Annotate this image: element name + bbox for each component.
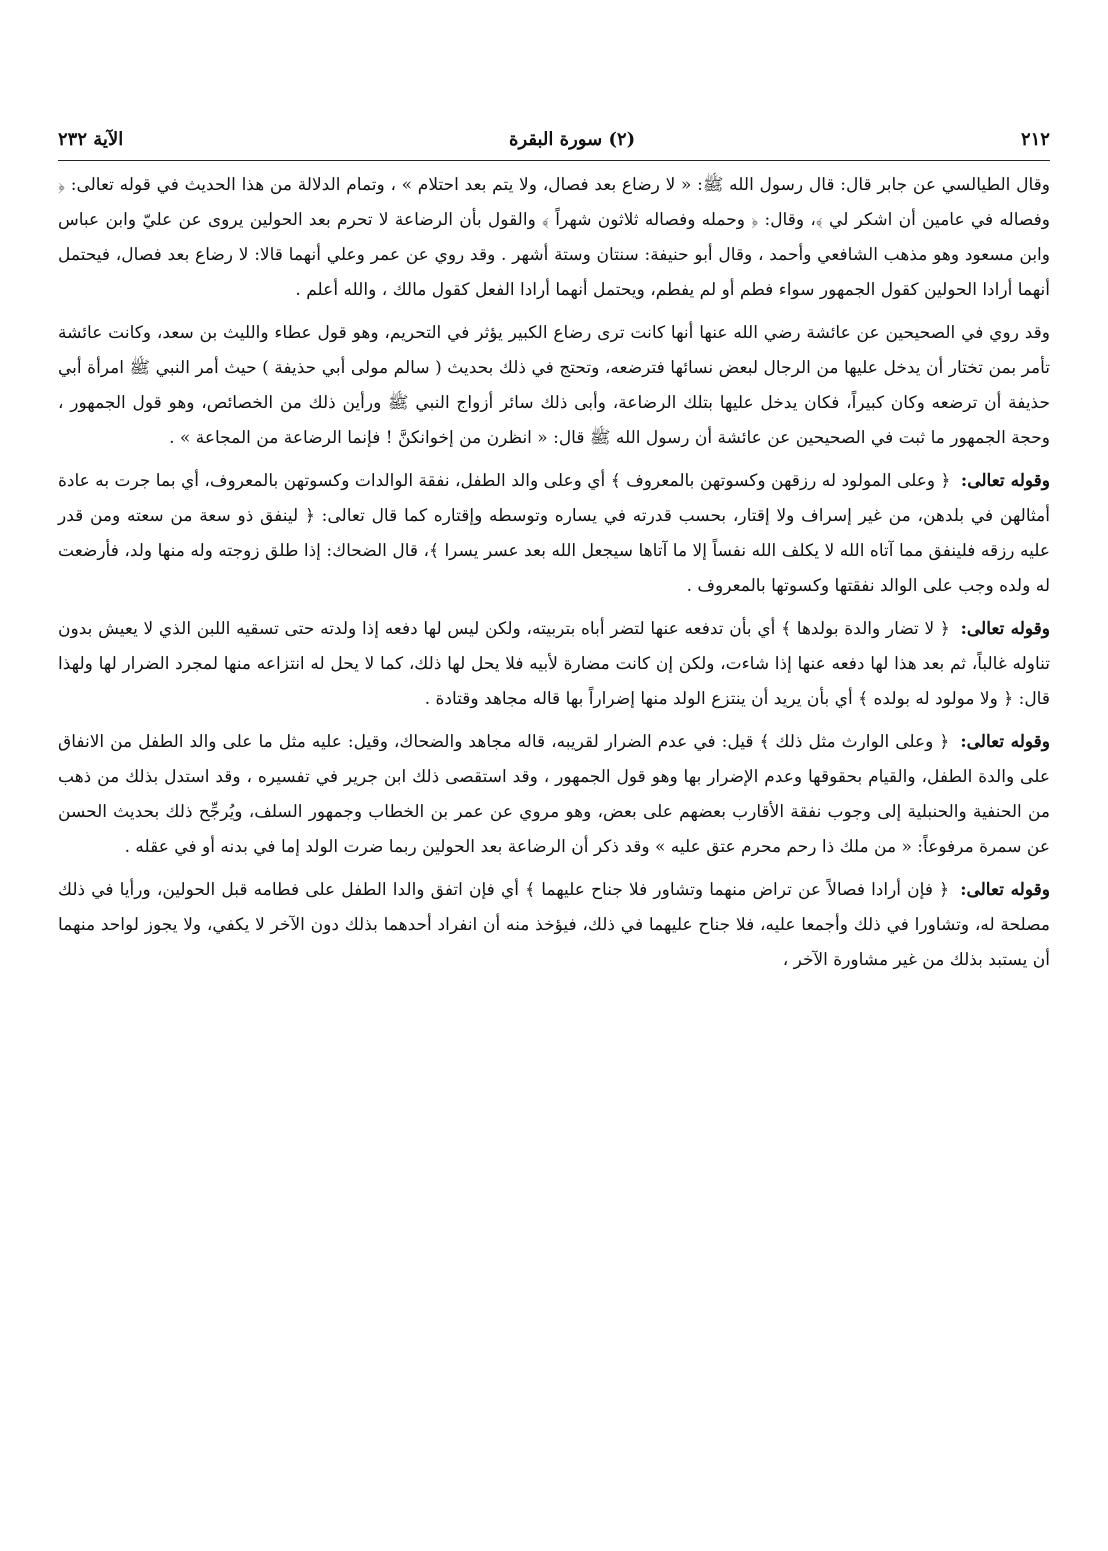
paragraph-text: وقال الطيالسي عن جابر قال: قال رسول الله ﷺ: « لا رضاع بعد فصال، ولا يتم بعد احتلام » ، وتمام الدلالة من هذا الحديث في قوله تعالى: ﴿ وفصاله في عامين أن اشكر لي ﴾، وقال: ﴿ وحمله وفصاله ثلاثون شهراً ﴾ والقول بأن الرضاعة لا تحرم بعد الحولين يروى عن عليّ وابن عباس وابن مسعود وهو مذهب الشافعي وأحمد ، وقال أبو حنيفة: سنتان وستة أشهر . وقد روي عن عمر وعلي أنهما قالا: لا رضاع بعد فصال، فيحتمل أنهما أرادا الحولين كقول الجمهور سواء فطم أو لم يفطم، ويحتمل أنهما أرادا الفعل كقول مالك ، والله أعلم . [58,175,1050,300]
paragraph-text: ﴿ وعلى المولود له رزقهن وكسوتهن بالمعروف ﴾ أي وعلى والد الطفل، نفقة الوالدات وكسوتهن بالمعروف، أي بما جرت به عادة أمثالهن في بلدهن، من غير إسراف ولا إقتار، بحسب قدرته في يساره وتوسطه وإقتاره كما قال تعالى: ﴿ لينفق ذو سعة من سعته ومن قدر عليه رزقه فلينفق مما آتاه الله لا يكلف الله نفساً إلا ما آتاها سيجعل الله بعد عسر يسرا ﴾، قال الضحاك: إذا طلق زوجته وله منها ولد، فأرضعت له ولده وجب على الوالد نفقتها وكسوتها بالمعروف . [58,471,1050,596]
running-header [58,122,1050,156]
paragraph [58,612,1050,717]
paragraph [58,168,1050,308]
paragraph-text: ﴿ لا تضار والدة بولدها ﴾ أي بأن تدفعه عنها لتضر أباه بتربيته، ولكن ليس لها دفعه إذا ولدته حتى تسقيه اللبن الذي لا يعيش بدون تناوله غالباً، ثم بعد هذا لها دفعه عنها إذا شاءت، ولكن إن كانت مضارة لأبيه فلا يحل لها ذلك، كما لا يحل له انتزاعه منها لمجرد الضرار لها ولهذا قال: ﴿ ولا مولود له بولده ﴾ أي بأن يريد أن ينتزع الولد منها إضراراً بها قاله مجاهد وقتادة . [58,619,1050,709]
paragraph [58,725,1050,865]
page-number: ٢١٢ [1020,128,1050,150]
paragraph-text: ﴿ فإن أرادا فصالاً عن تراض منهما وتشاور فلا جناح عليهما ﴾ أي فإن اتفق والدا الطفل على فطامه قبل الحولين، ورأيا في ذلك مصلحة له، وتشاورا في ذلك وأجمعا عليه، فلا جناح عليهما في ذلك، فيؤخذ منه أن انفراد أحدهما بذلك دون الآخر لا يكفي، ولا يجوز لواحد منهما أن يستبد بذلك من غير مشاورة الآخر ، [58,880,1050,970]
paragraph-lead: وقوله تعالى: [960,619,1050,639]
surah-title: (٢) سورة البقرة [509,128,636,150]
paragraph-lead: وقوله تعالى: [960,880,1050,900]
header-divider [58,160,1050,161]
paragraph-text: وقد روي في الصحيحين عن عائشة رضي الله عنها أنها كانت ترى رضاع الكبير يؤثر في التحريم، وهو قول عطاء والليث بن سعد، وكانت عائشة تأمر بمن تختار أن يدخل عليها من الرجال لبعض نسائها فترضعه، وتحتج في ذلك بحديث ( سالم مولى أبي حذيفة ) حيث أمر النبي ﷺ امرأة أبي حذيفة أن ترضعه وكان كبيراً، فكان يدخل عليها بتلك الرضاعة، وأبى ذلك سائر أزواج النبي ﷺ ورأين ذلك من الخصائص، وهو قول الجمهور ، وحجة الجمهور ما ثبت في الصحيحين عن عائشة أن رسول الله ﷺ قال: « انظرن من إخوانكنَّ ! فإنما الرضاعة من المجاعة » . [58,323,1050,448]
page-body [58,168,1050,978]
paragraph-lead: وقوله تعالى: [960,471,1051,491]
paragraph [58,316,1050,456]
paragraph-lead: وقوله تعالى: [960,732,1050,752]
paragraph [58,464,1050,604]
verse-reference: الآية ٢٣٢ [58,128,124,150]
paragraph-text: ﴿ وعلى الوارث مثل ذلك ﴾ قيل: في عدم الضرار لقريبه، قاله مجاهد والضحاك، وقيل: عليه مثل ما على والد الطفل من الانفاق على والدة الطفل، والقيام بحقوقها وعدم الإضرار بها وهو قول الجمهور ، وقد استقصى ذلك ابن جرير في تفسيره ، وقد استدل بذلك من ذهب من الحنفية والحنبلية إلى وجوب نفقة الأقارب بعضهم على بعض، وهو مروي عن عمر بن الخطاب وجمهور السلف، ويُرجِّح ذلك بحديث الحسن عن سمرة مرفوعاً: « من ملك ذا رحم محرم عتق عليه » وقد ذكر أن الرضاعة بعد الحولين ربما ضرت الولد إما في بدنه أو في عقله . [58,732,1050,857]
paragraph [58,873,1050,978]
